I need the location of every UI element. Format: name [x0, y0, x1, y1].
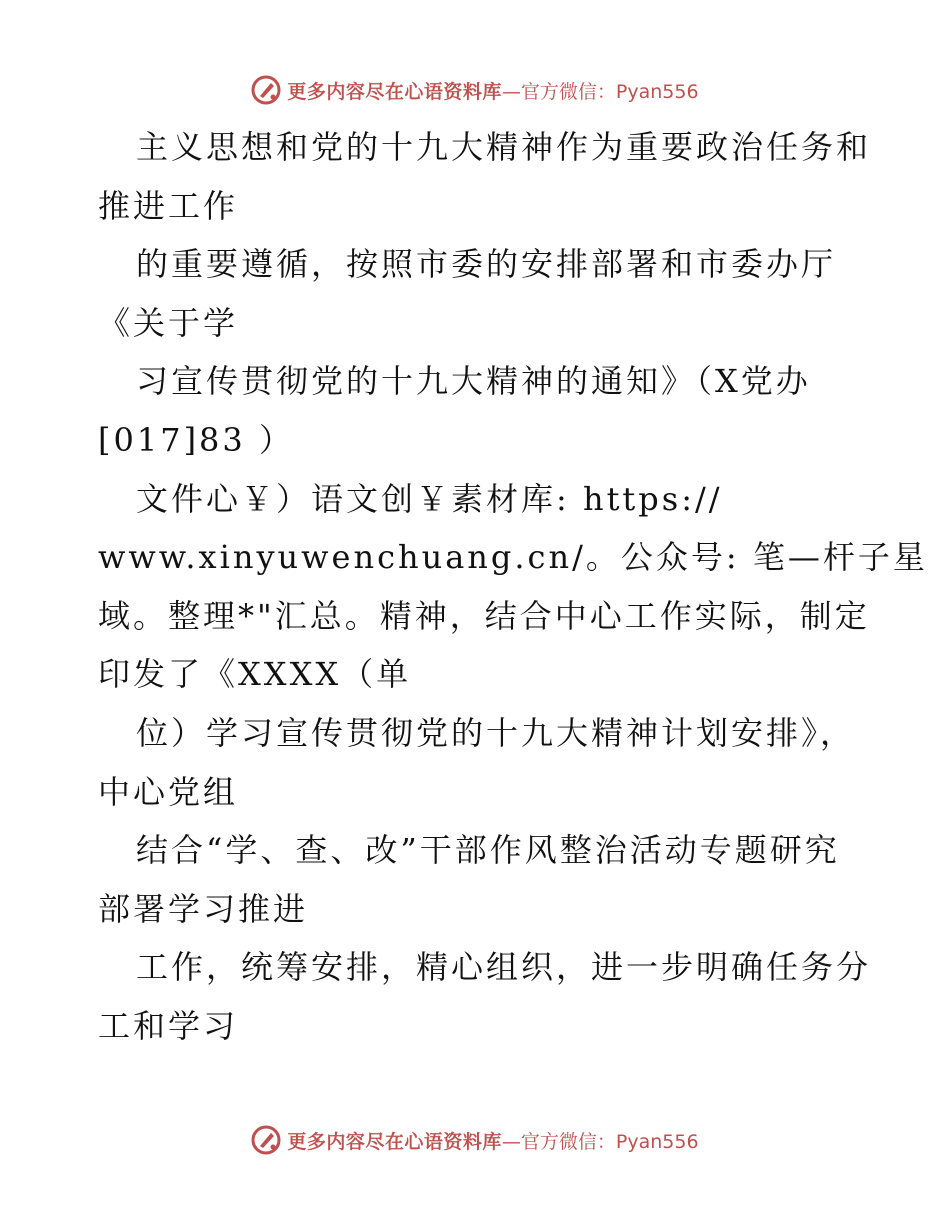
body-line: 习宣传贯彻党的十九大精神的通知》（X党办: [136, 362, 811, 401]
body-line: 工作，统筹安排，精心组织，进一步明确任务分: [136, 948, 872, 987]
body-line: 印发了《XXXX（单: [98, 655, 412, 694]
ink-pen-logo-icon: [251, 1125, 281, 1155]
document-body: [98, 118, 928, 1056]
body-line: 推进工作: [98, 186, 239, 225]
body-line: 位）学习宣传贯彻党的十九大精神计划安排》，: [136, 713, 856, 752]
footer-brand-text: 更多内容尽在心语资料库: [287, 1130, 502, 1153]
body-line: 结合“学、查、改”干部作风整治活动专题研究: [136, 831, 840, 870]
footer-wechat-text: —官方微信：Pyan556: [501, 1130, 699, 1153]
body-line: 文件心￥）语文创￥素材库: https://: [136, 479, 723, 518]
header-wechat-text: —官方微信：Pyan556: [501, 80, 699, 103]
body-line: 中心党组: [98, 772, 239, 811]
header-banner: [0, 70, 950, 110]
ink-pen-logo-icon: [251, 75, 281, 105]
body-line: 域。整理*"汇总。精神，结合中心工作实际，制定: [98, 596, 870, 635]
body-line: 工和学习: [98, 1006, 239, 1045]
body-line: [017]83 ）: [98, 420, 294, 459]
body-line: www.xinyuwenchuang.cn/。公众号: 笔—杆子星: [98, 538, 928, 577]
body-line: 主义思想和党的十九大精神作为重要政治任务和: [136, 128, 872, 166]
body-line: 部署学习推进: [98, 889, 309, 928]
body-line: 的重要遵循，按照市委的安排部署和市委办厅: [136, 245, 837, 284]
body-line: 《关于学: [98, 303, 239, 342]
footer-banner: [0, 1120, 950, 1160]
header-brand-text: 更多内容尽在心语资料库: [287, 80, 502, 103]
